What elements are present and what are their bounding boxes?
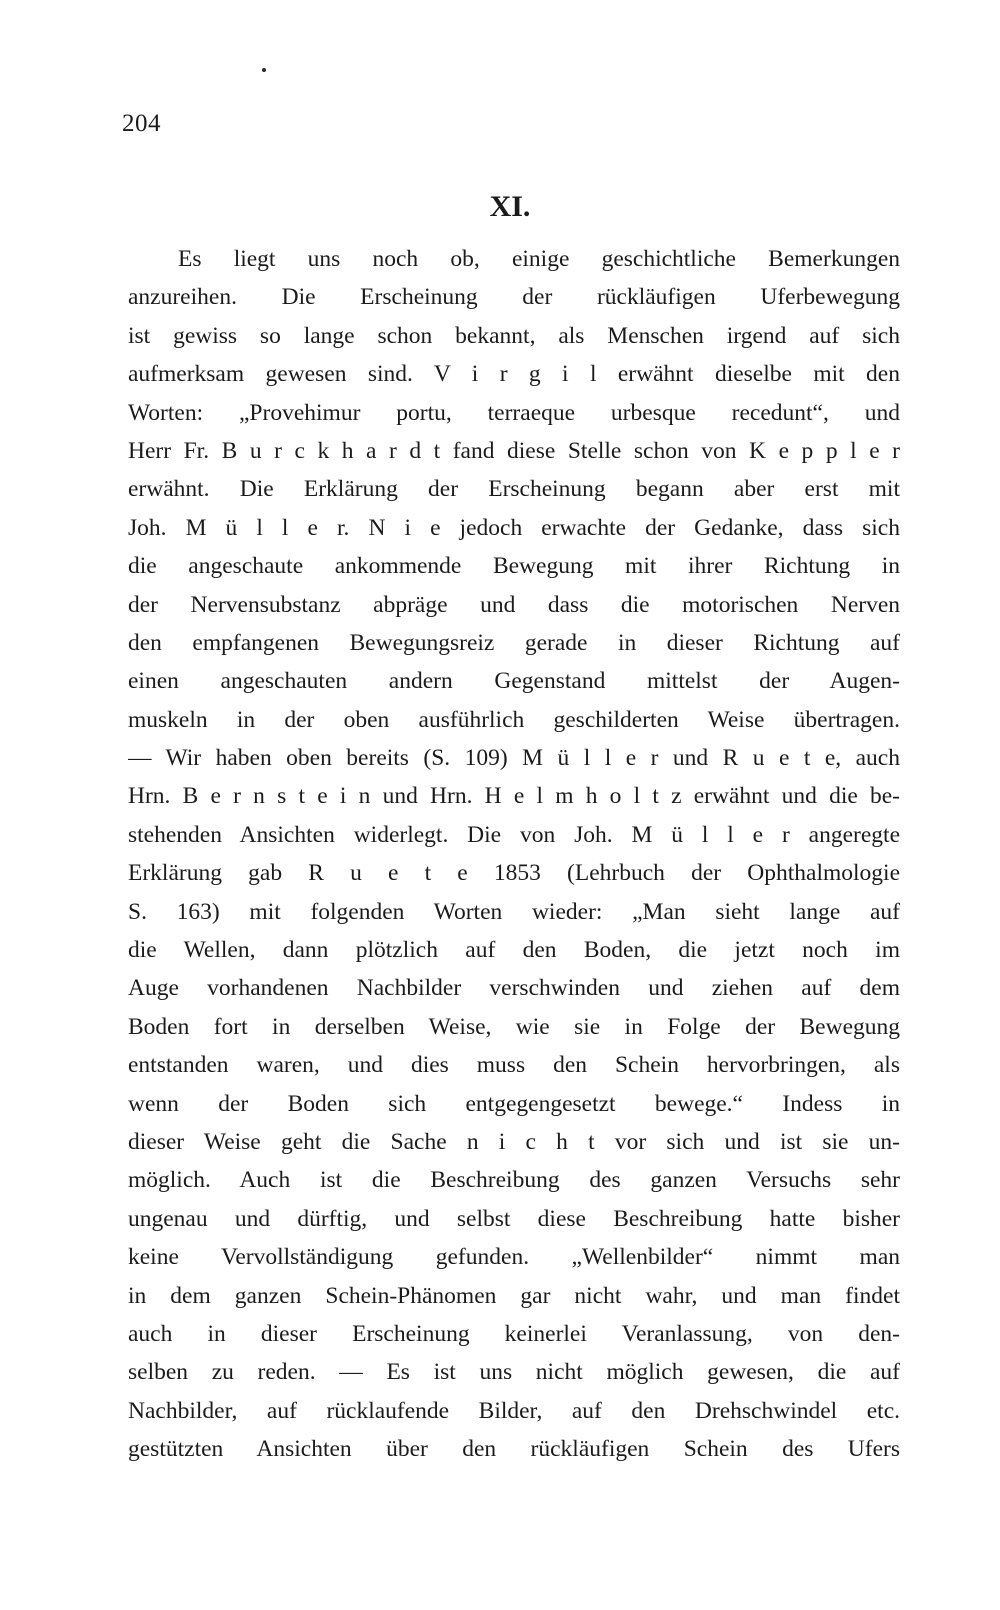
text-line: Nachbilder, auf rücklaufende Bilder, auf den Drehschwindel etc. — [128, 1397, 900, 1424]
text-line: den empfangenen Bewegungsreiz gerade in dieser Richtung auf — [128, 629, 900, 656]
text-line: S. 163) mit folgenden Worten wieder: „Man sieht lange auf — [128, 898, 900, 925]
text-line: Auge vorhandenen Nachbilder verschwinden und ziehen auf dem — [128, 975, 900, 1002]
text-line: möglich. Auch ist die Beschreibung des ganzen Versuchs sehr — [128, 1167, 900, 1194]
text-line: einen angeschauten andern Gegenstand mittelst der Augen- — [128, 668, 900, 695]
text-line: stehenden Ansichten widerlegt. Die von Joh. M ü l l e r angeregte — [128, 821, 900, 848]
text-line: der Nervensubstanz abpräge und dass die motorischen Nerven — [128, 591, 900, 618]
text-line: ist gewiss so lange schon bekannt, als Menschen irgend auf sich — [128, 322, 900, 349]
text-line: gestützten Ansichten über den rückläufigen Schein des Ufers — [128, 1436, 900, 1463]
text-line: Es liegt uns noch ob, einige geschichtliche Bemerkungen — [178, 246, 900, 272]
text-line: — Wir haben oben bereits (S. 109) M ü l l e r und R u e t e, auch — [128, 745, 900, 772]
text-line: Boden fort in derselben Weise, wie sie in Folge der Bewegung — [128, 1013, 900, 1040]
text-line: Herr Fr. B u r c k h a r d t fand diese Stelle schon von K e p p l e r — [128, 437, 900, 464]
text-line: Hrn. B e r n s t e i n und Hrn. H e l m h o l t z erwähnt und die be- — [128, 783, 900, 810]
text-line: in dem ganzen Schein-Phänomen gar nicht wahr, und man findet — [128, 1282, 900, 1309]
text-line: selben zu reden. — Es ist uns nicht möglich gewesen, die auf — [128, 1359, 900, 1386]
page-number: 204 — [122, 110, 161, 137]
body-text — [128, 240, 900, 1469]
chapter-heading: XI. — [489, 190, 531, 223]
text-line: entstanden waren, und dies muss den Schein hervorbringen, als — [128, 1052, 900, 1079]
text-line: dieser Weise geht die Sache n i c h t vor sich und ist sie un- — [128, 1128, 900, 1155]
print-speck — [262, 68, 266, 72]
text-line: Worten: „Provehimur portu, terraeque urbesque recedunt“, und — [128, 399, 900, 426]
text-line: muskeln in der oben ausführlich geschilderten Weise übertragen. — [128, 706, 900, 733]
text-line: aufmerksam gewesen sind. V i r g i l erwähnt dieselbe mit den — [128, 361, 900, 388]
text-line: auch in dieser Erscheinung keinerlei Veranlassung, von den- — [128, 1320, 900, 1347]
text-line: ungenau und dürftig, und selbst diese Beschreibung hatte bisher — [128, 1205, 900, 1232]
text-line: keine Vervollständigung gefunden. „Wellenbilder“ nimmt man — [128, 1244, 900, 1271]
text-line: anzureihen. Die Erscheinung der rückläufigen Uferbewegung — [128, 284, 900, 311]
text-line: Erklärung gab R u e t e 1853 (Lehrbuch der Ophthalmologie — [128, 860, 900, 887]
text-line: erwähnt. Die Erklärung der Erscheinung begann aber erst mit — [128, 476, 900, 503]
text-line: die Wellen, dann plötzlich auf den Boden, die jetzt noch im — [128, 937, 900, 964]
text-line: Joh. M ü l l e r. N i e jedoch erwachte der Gedanke, dass sich — [128, 514, 900, 541]
text-line: die angeschaute ankommende Bewegung mit ihrer Richtung in — [128, 553, 900, 580]
text-line: wenn der Boden sich entgegengesetzt bewege.“ Indess in — [128, 1090, 900, 1117]
